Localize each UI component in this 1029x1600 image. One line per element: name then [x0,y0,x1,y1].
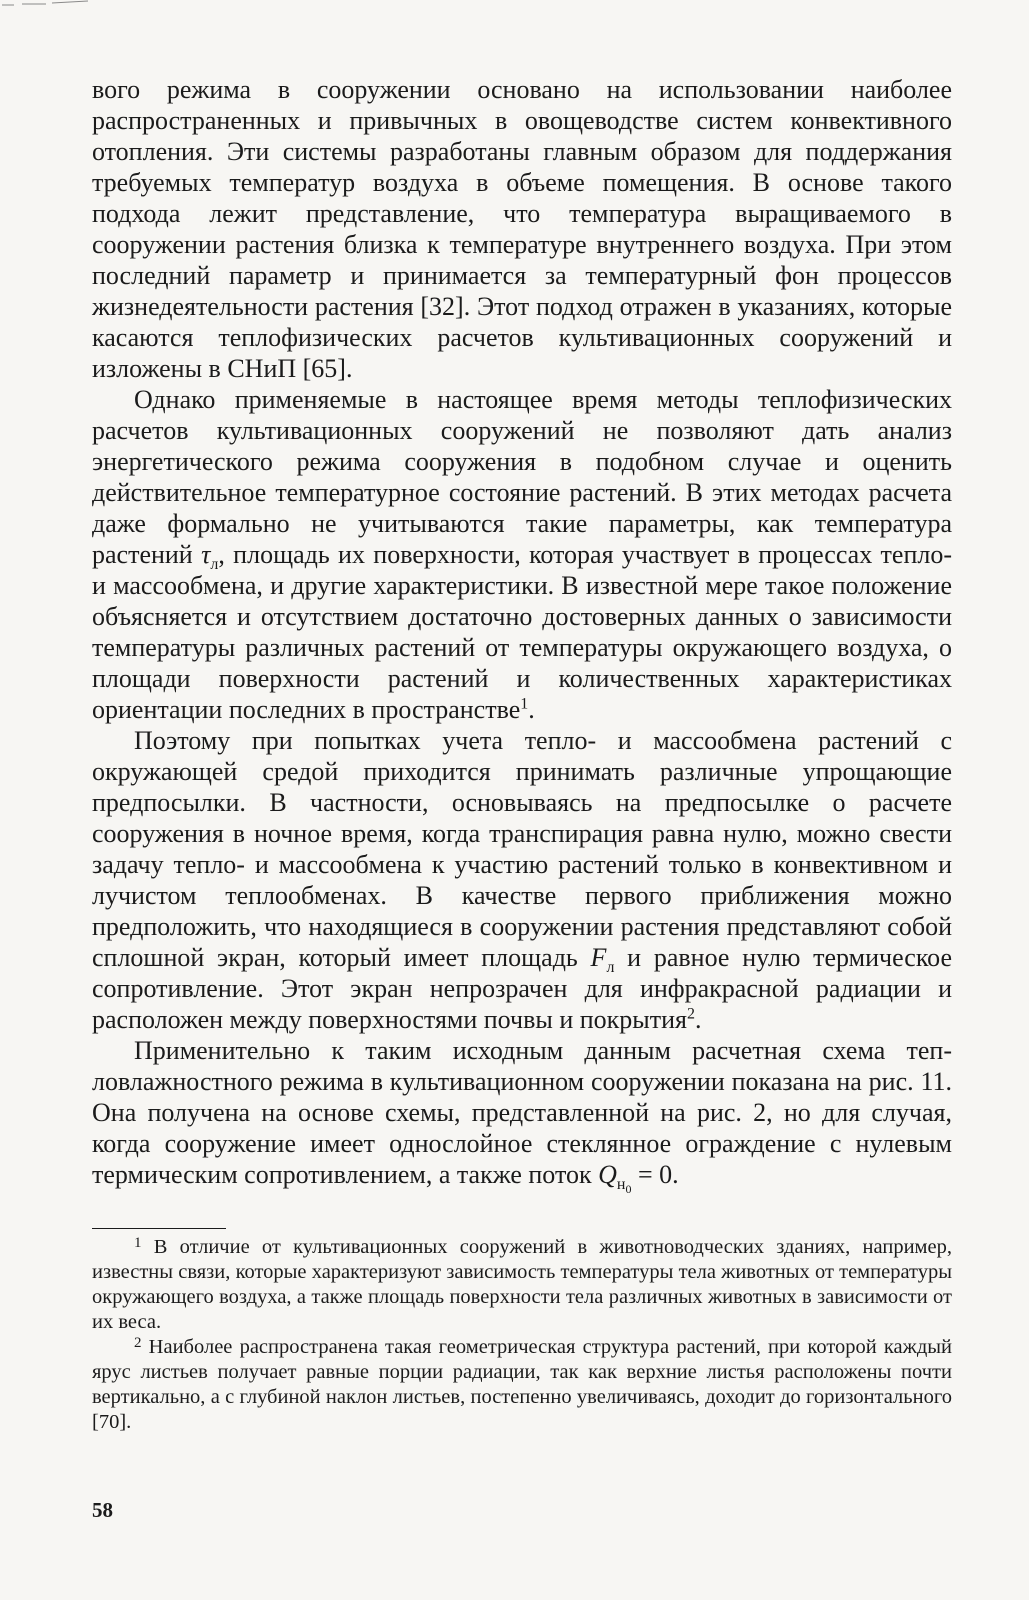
paragraph-1-text: вого режима в сооружении основано на использовании наиболее распространенных и привычных в овощеводстве систем конвективного отопления. Эти системы разработаны главным образом для поддержания требуемых температур воздуха в объеме помещения. В основе такого подхода лежит представление, что температура выращиваемого в сооружении растения близка к температуре внутреннего воздуха. При этом последний параметр и принимается за температурный фон процессов жизнедеятельности растения [32]. Этот подход отражен в указаниях, которые касаются теплофизических расчетов культивационных сооружений и изложены в СНиП [65]. [92,75,952,383]
footnote-1 [92,1235,952,1335]
paragraph-4-text-b: = 0. [631,1160,679,1189]
paragraph-1 [92,74,952,384]
paragraph-4-text-a: Применительно к таким исходным данным расчетная схема тепловлажностного режима в культивационном сооружении показана на рис. 11. Она получена на основе схемы, представленной на рис. 2, но для случая, когда сооружение имеет однослойное стеклянное ограждение с нулевым термическим сопротивлением, а также поток [92,1036,952,1189]
footnote-2-mark: 2 [134,1335,142,1351]
paragraph-3-text-end: . [695,1005,702,1034]
F-subscript: л [606,959,615,977]
footnote-2-text: Наиболее распространена такая геометрическая структура растений, при которой каждый ярус листьев получает равные порции радиации, так как верхние листья расположены почти вертикально, а с глубиной наклон листьев, постепенно увеличиваясь, доходит до горизонтального [70]. [92,1336,952,1433]
footnote-2 [92,1335,952,1435]
Q-subscript-letter: н [616,1176,626,1194]
paragraph-2 [92,384,952,725]
paragraph-4 [92,1035,952,1197]
page-content [92,74,952,1435]
footnote-1-text: В отличие от культивационных сооружений в животноводческих зданиях, например, известны связи, которые характеризуют зависимость температуры тела животных от температуры окружающего воздуха, а также площадь поверхности тела различных животных в зависимости от их веса. [92,1236,952,1333]
paragraph-3-text-a: Поэтому при попытках учета тепло- и массообмена растений с окружающей средой приходится принимать различные упрощающие предпосылки. В частности, основываясь на предпосылке о расчете сооружения в ночное время, когда транспирация равна нулю, можно свести задачу тепло- и массообмена к участию растений только в конвективном и лучистом теплообменах. В качестве первого приближения можно предположить, что находящиеся в сооружении растения представляют собой сплошной экран, который имеет площадь [92,726,952,972]
footnote-ref-2: 2 [687,1005,695,1023]
F-symbol: F [590,943,607,972]
paragraph-2-text-end: . [528,695,535,724]
scan-edge-mark [0,0,90,8]
Q-subscript [616,1176,632,1197]
Q-subsubscript: 0 [625,1182,632,1197]
tau-symbol: τ [201,540,211,569]
paragraph-3-text-b: и равное нулю термическое сопротивление. Этот экран непрозрачен для инфракрасной радиации и расположен между поверхностями почвы и покрытия [92,943,952,1034]
footnote-1-mark: 1 [134,1235,142,1251]
main-text [92,74,952,1197]
footnote-ref-1: 1 [520,695,529,713]
paragraph-3 [92,725,952,1035]
Q-symbol: Q [598,1160,617,1189]
paragraph-2-text-a: Однако применяемые в настоящее время методы теплофизических расчетов культивационных сооружений не позволяют дать анализ энергетического режима сооружения в подобном случае и оценить действительное температурное состояние растений. В этих методах расчета даже формально не учитываются такие параметры, как температура растений [92,385,952,569]
footnotes [92,1235,952,1435]
paragraph-2-text-b: , площадь их поверхности, которая участвует в процессах тепло- и массообмена, и другие характеристики. В известной мере такое положение объясняется и отсутствием достаточно достоверных данных о зависимости температуры различных растений от температуры окружающего воздуха, о площади поверхности растений и количественных характеристиках ориентации последних в пространстве [92,540,952,724]
footnote-divider [92,1228,226,1229]
tau-subscript: л [210,556,219,574]
page-number: 58 [92,1498,113,1522]
